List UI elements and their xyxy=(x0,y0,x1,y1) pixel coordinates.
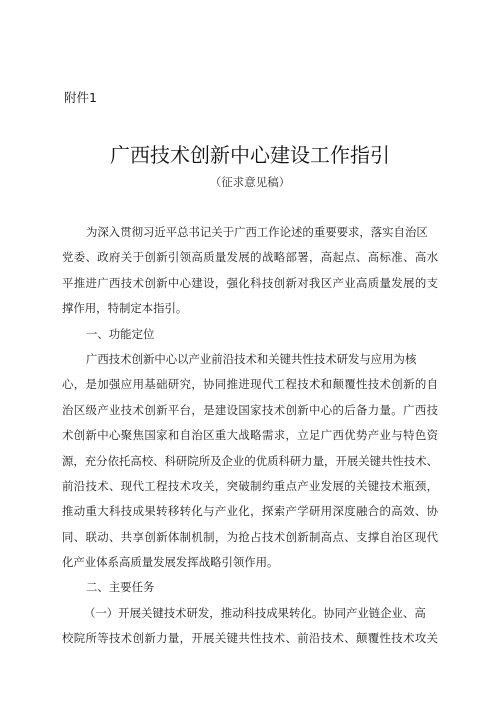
body-line: 治区级产业技术创新平台，是建设国家技术创新中心的后备力量。广西技 xyxy=(62,402,438,417)
body-line: 撑作用，特制定本指引。 xyxy=(62,301,188,316)
section-heading: 一、功能定位 xyxy=(86,326,155,341)
body-line: 广西技术创新中心以产业前沿技术和关键共性技术研发与应用为核 xyxy=(86,351,417,366)
body-line: 平推进广西技术创新中心建设，强化科技创新对我区产业高质量发展的支 xyxy=(62,275,438,290)
attachment-label: 附件1 xyxy=(64,90,97,105)
document-body xyxy=(62,220,438,652)
body-line: 校院所等技术创新力量，开展关键共性技术、前沿技术、颠覆性技术攻关 xyxy=(62,631,438,646)
body-line: 党委、政府关于创新引领高质量发展的战略部署，高起点、高标准、高水 xyxy=(62,250,438,265)
section-heading: 二、主要任务 xyxy=(86,580,155,595)
body-line: 同、联动、共享创新体制机制，为抢占技术创新制高点、支撑自治区现代 xyxy=(62,529,438,544)
body-line: 推动重大科技成果转移转化与产业化，探索产学研用深度融合的高效、协 xyxy=(62,504,438,519)
body-line: 源，充分依托高校、科研院所及企业的优质科研力量，开展关键共性技术、 xyxy=(62,453,438,468)
body-line: 化产业体系高质量发展发挥战略引领作用。 xyxy=(62,555,279,570)
body-line: 为深入贯彻习近平总书记关于广西工作论述的重要要求，落实自治区 xyxy=(86,225,428,239)
body-line: 前沿技术、现代工程技术攻关，突破制约重点产业发展的关键技术瓶颈， xyxy=(62,478,438,493)
body-line: 术创新中心聚焦国家和自治区重大战略需求，立足广西优势产业与特色资 xyxy=(62,428,438,443)
document-subtitle: （征求意见稿） xyxy=(209,175,291,189)
document-title: 广西技术创新中心建设工作指引 xyxy=(110,143,390,167)
body-line: （一）开展关键技术研发，推动科技成果转化。协同产业链企业、高 xyxy=(84,605,426,620)
body-line: 心，是加强应用基础研究，协同推进现代工程技术和颠覆性技术创新的自 xyxy=(62,377,438,392)
